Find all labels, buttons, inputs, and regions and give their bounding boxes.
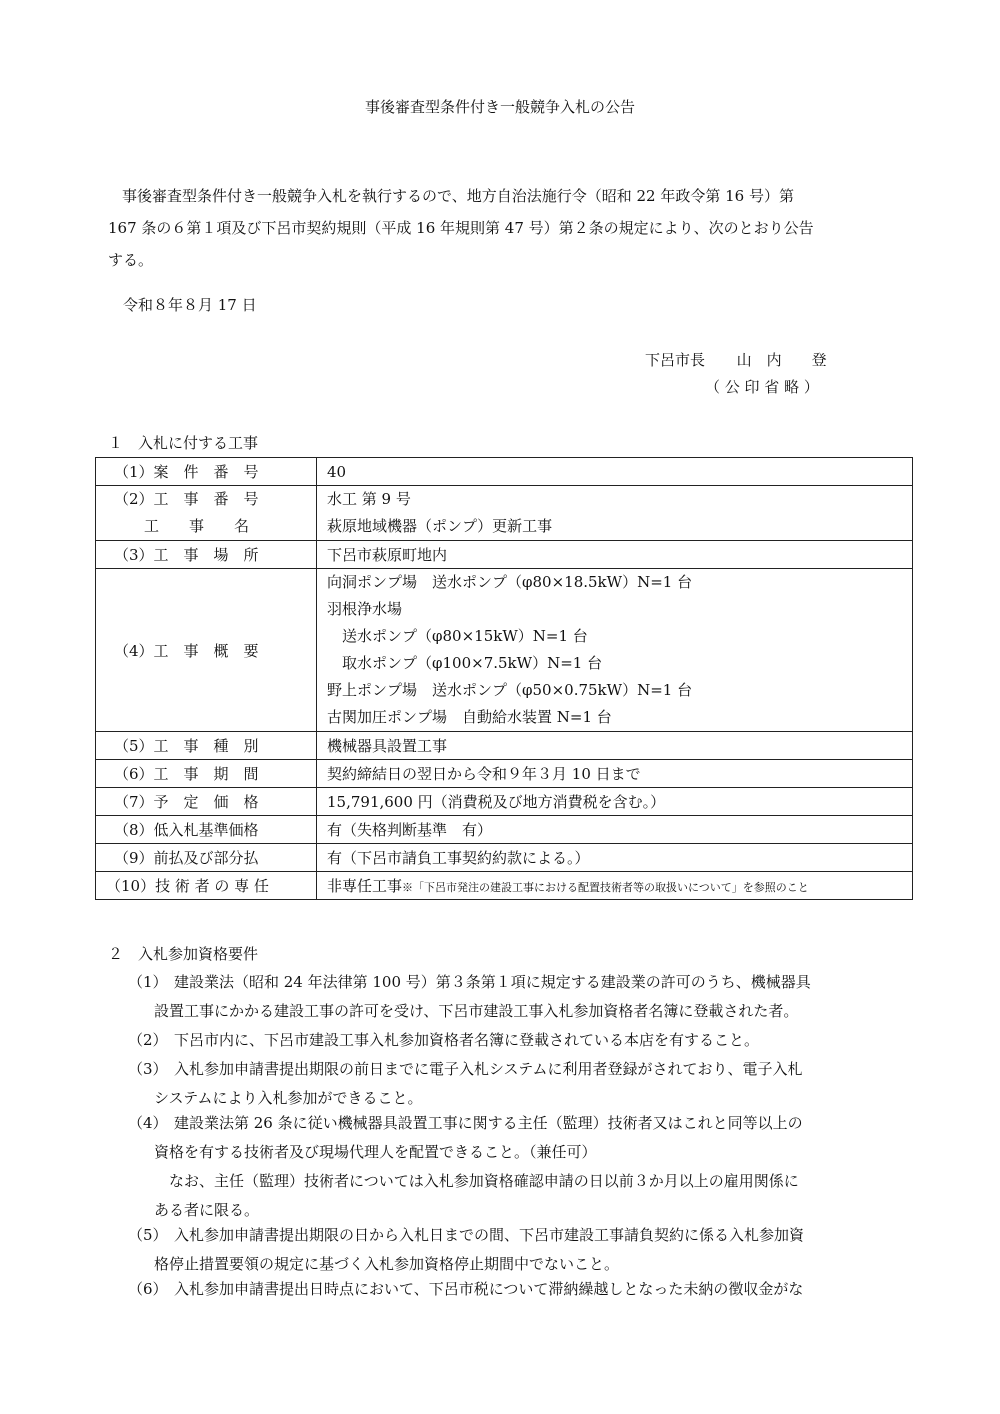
row-value: 向洞ポンプ場 送水ポンプ（φ80×18.5kW）N=1 台 羽根浄水場 送水ポンプ（φ80×15kW）N=1 台 取水ポンプ（φ100×7.5kW）N=1 台 野上ポンプ場 送水ポンプ（φ50×0.75kW）N=1 台 古関加圧ポンプ場 自動給水装置 N=1 台: [317, 569, 913, 732]
requirement-item: （6） 入札参加申請書提出日時点において、下呂市税について滞納繰越しとなった未納の徴収金がな: [128, 1275, 908, 1304]
row-label: （10）技 術 者 の 専 任: [96, 872, 317, 900]
requirement-item: （3） 入札参加申請書提出期限の前日までに電子入札システムに利用者登録がされており、電子入札 システムにより入札参加ができること。: [128, 1055, 908, 1113]
row-value: [317, 872, 913, 900]
section-1-heading: １ 入札に付する工事: [108, 434, 259, 452]
requirement-item: （2） 下呂市内に、下呂市建設工事入札参加資格者名簿に登載されている本店を有すること。: [128, 1026, 908, 1055]
issuer: [645, 349, 827, 370]
requirement-number: （5）: [128, 1226, 168, 1244]
table-row: [96, 486, 913, 541]
row-label: （1）案 件 番 号: [96, 458, 317, 486]
requirement-number: （6）: [128, 1280, 168, 1298]
row-value-main: 非専任工事: [327, 877, 403, 895]
row-label: （2）工 事 番 号 工 事 名: [96, 486, 317, 541]
requirement-number: （2）: [128, 1031, 168, 1049]
table-row: [96, 569, 913, 732]
intro-line-1: 事後審査型条件付き一般競争入札を執行するので、地方自治法施行令（昭和 22 年政令第 16 号）第: [122, 187, 794, 205]
requirement-number: （3）: [128, 1060, 168, 1078]
row-label: （8）低入札基準価格: [96, 816, 317, 844]
table-row: [96, 760, 913, 788]
table-row: [96, 872, 913, 900]
intro-line-2: 167 条の６第１項及び下呂市契約規則（平成 16 年規則第 47 号）第２条の規定により、次のとおり公告: [108, 219, 814, 237]
row-value: 有（失格判断基準 有）: [317, 816, 913, 844]
table-row: [96, 541, 913, 569]
intro-line-3: する。: [108, 251, 154, 269]
issuer-name: 山 内 登: [736, 351, 827, 369]
table-row: [96, 788, 913, 816]
table-row: [96, 458, 913, 486]
table-row: [96, 816, 913, 844]
seal-note: （ 公 印 省 略 ）: [705, 378, 819, 396]
requirement-item: （4） 建設業法第 26 条に従い機械器具設置工事に関する主任（監理）技術者又はこれと同等以上の 資格を有する技術者及び現場代理人を配置できること。（兼任可） なお、主任（監理）技術者については入札参加資格確認申請の日以前３か月以上の雇用関係に ある者に限る。: [128, 1109, 908, 1225]
row-value: 契約締結日の翌日から令和９年３月 10 日まで: [317, 760, 913, 788]
document-title: 事後審査型条件付き一般競争入札の公告: [364, 98, 635, 116]
requirement-item: （5） 入札参加申請書提出期限の日から入札日までの間、下呂市建設工事請負契約に係る入札参加資 格停止措置要領の規定に基づく入札参加資格停止期間中でないこと。: [128, 1221, 908, 1279]
table-row: [96, 844, 913, 872]
section-2-heading: ２ 入札参加資格要件: [108, 945, 259, 963]
requirement-item: （1） 建設業法（昭和 24 年法律第 100 号）第３条第１項に規定する建設業の許可のうち、機械器具 設置工事にかかる建設工事の許可を受け、下呂市建設工事入札参加資格者名簿に登載された者。: [128, 968, 908, 1026]
row-value: 40: [317, 458, 913, 486]
row-value: 水工 第 9 号 萩原地域機器（ポンプ）更新工事: [317, 486, 913, 541]
row-value: 下呂市萩原町地内: [317, 541, 913, 569]
intro-paragraph: [108, 180, 908, 276]
row-label: （6）工 事 期 間: [96, 760, 317, 788]
table-row: [96, 732, 913, 760]
requirement-number: （1）: [128, 973, 168, 991]
row-label: （3）工 事 場 所: [96, 541, 317, 569]
notice-date: 令和８年８月 17 日: [123, 296, 257, 314]
row-label: （7）予 定 価 格: [96, 788, 317, 816]
row-value: 15,791,600 円（消費税及び地方消費税を含む。）: [317, 788, 913, 816]
requirement-number: （4）: [128, 1114, 168, 1132]
row-label: （9）前払及び部分払: [96, 844, 317, 872]
row-value: 機械器具設置工事: [317, 732, 913, 760]
row-value: 有（下呂市請負工事契約約款による。）: [317, 844, 913, 872]
works-table: [95, 457, 913, 900]
row-label: （4）工 事 概 要: [96, 569, 317, 732]
row-label: （5）工 事 種 別: [96, 732, 317, 760]
row-value-note: ※「下呂市発注の建設工事における配置技術者等の取扱いについて」を参照のこと: [402, 881, 809, 894]
issuer-title: 下呂市長: [645, 351, 706, 369]
